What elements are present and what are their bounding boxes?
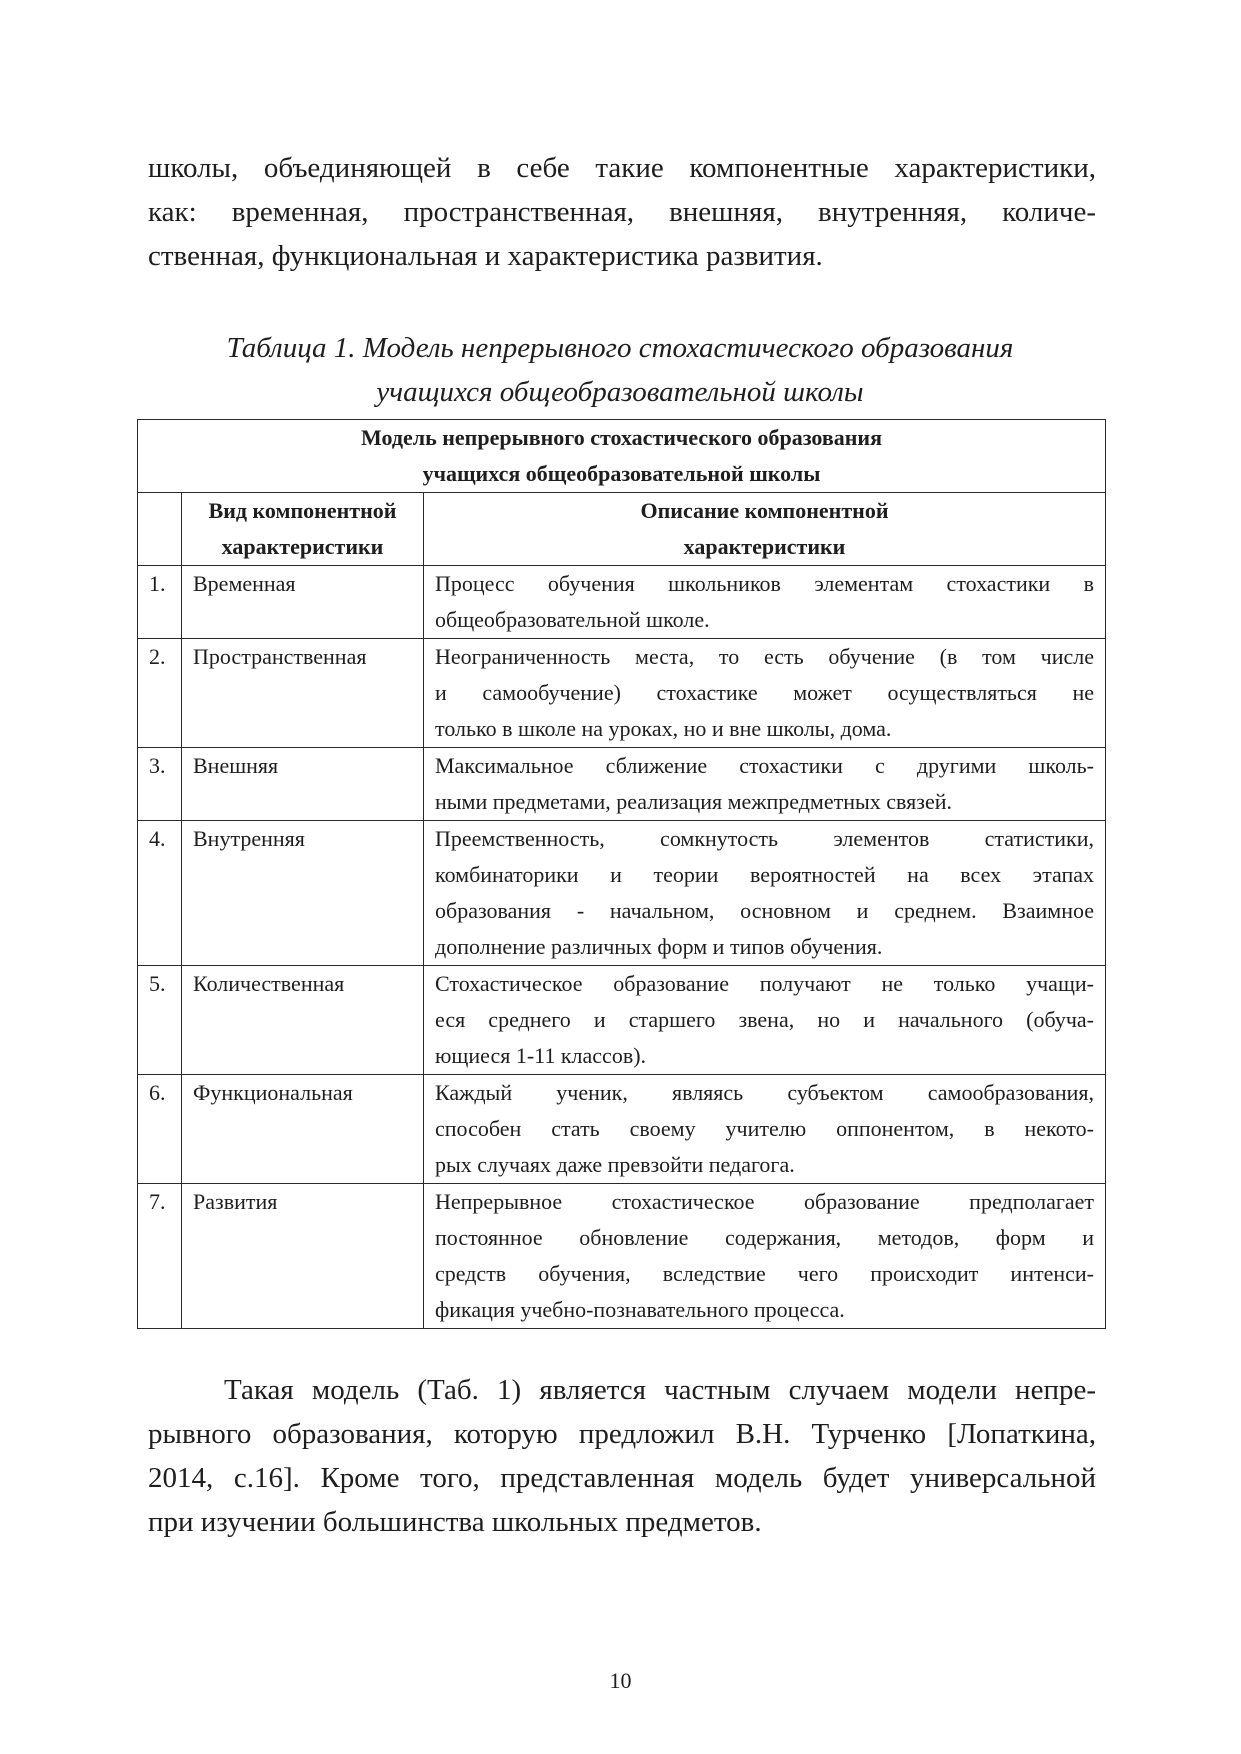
row-number: 6.	[138, 1075, 182, 1184]
text-line: 2014, с.16]. Кроме того, представленная модель будет универсальной	[148, 1462, 1096, 1494]
row-description: Стохастическое образование получают не только учащи- еся среднего и старшего звена, но и начального (обуча- ющиеся 1-11 классов).	[424, 966, 1106, 1075]
intro-paragraph	[148, 146, 1096, 278]
text-line: ственная, функциональная и характеристика развития.	[148, 240, 823, 272]
model-table	[137, 419, 1106, 1329]
row-description: Максимальное сближение стохастики с другими школь- ными предметами, реализация межпредметных связей.	[424, 748, 1106, 821]
table-caption	[120, 326, 1120, 414]
page-number: 10	[609, 1668, 632, 1693]
caption-line: учащихся общеобразовательной школы	[376, 376, 864, 408]
text-line: при изучении большинства школьных предметов.	[148, 1506, 762, 1538]
text-line: школы, объединяющей в себе такие компонентные характеристики,	[148, 152, 1096, 184]
header-num-cell	[138, 493, 182, 566]
text-line: рывного образования, которую предложил В.Н. Турченко [Лопаткина,	[148, 1418, 1096, 1450]
closing-paragraph	[148, 1368, 1096, 1544]
table-title-row	[138, 420, 1106, 493]
row-description: Каждый ученик, являясь субъектом самообразования, способен стать своему учителю оппонентом, в некото- рых случаях даже превзойти педагога.	[424, 1075, 1106, 1184]
table-row	[138, 566, 1106, 639]
row-kind: Временная	[182, 566, 424, 639]
caption-line: Таблица 1. Модель непрерывного стохастического образования	[226, 332, 1014, 364]
row-kind: Внешняя	[182, 748, 424, 821]
row-kind: Функциональная	[182, 1075, 424, 1184]
table-row	[138, 639, 1106, 748]
row-kind: Пространственная	[182, 639, 424, 748]
table-row	[138, 748, 1106, 821]
row-number: 2.	[138, 639, 182, 748]
table-row	[138, 821, 1106, 966]
row-number: 5.	[138, 966, 182, 1075]
text-line: Такая модель (Таб. 1) является частным случаем модели непре-	[224, 1374, 1096, 1406]
row-description: Процесс обучения школьников элементам стохастики в общеобразовательной школе.	[424, 566, 1106, 639]
table-row	[138, 966, 1106, 1075]
row-number: 7.	[138, 1184, 182, 1329]
row-kind: Развития	[182, 1184, 424, 1329]
row-description: Непрерывное стохастическое образование предполагает постоянное обновление содержания, методов, форм и средств обучения, вследствие чего происходит интенси- фикация учебно-познавательного процесса.	[424, 1184, 1106, 1329]
header-description: Описание компонентной характеристики	[424, 493, 1106, 566]
row-kind: Количественная	[182, 966, 424, 1075]
row-number: 3.	[138, 748, 182, 821]
text-line: как: временная, пространственная, внешняя, внутренняя, количе-	[148, 196, 1096, 228]
table-header-row	[138, 493, 1106, 566]
table-row	[138, 1184, 1106, 1329]
row-number: 1.	[138, 566, 182, 639]
header-kind: Вид компонентной характеристики	[182, 493, 424, 566]
row-number: 4.	[138, 821, 182, 966]
row-kind: Внутренняя	[182, 821, 424, 966]
table-title: Модель непрерывного стохастического образования учащихся общеобразовательной школы	[138, 420, 1106, 493]
table-row	[138, 1075, 1106, 1184]
row-description: Преемственность, сомкнутость элементов статистики, комбинаторики и теории вероятностей на всех этапах образования - начальном, основном и среднем. Взаимное дополнение различных форм и типов обучения.	[424, 821, 1106, 966]
row-description: Неограниченность места, то есть обучение (в том числе и самообучение) стохастике может осуществляться не только в школе на уроках, но и вне школы, дома.	[424, 639, 1106, 748]
